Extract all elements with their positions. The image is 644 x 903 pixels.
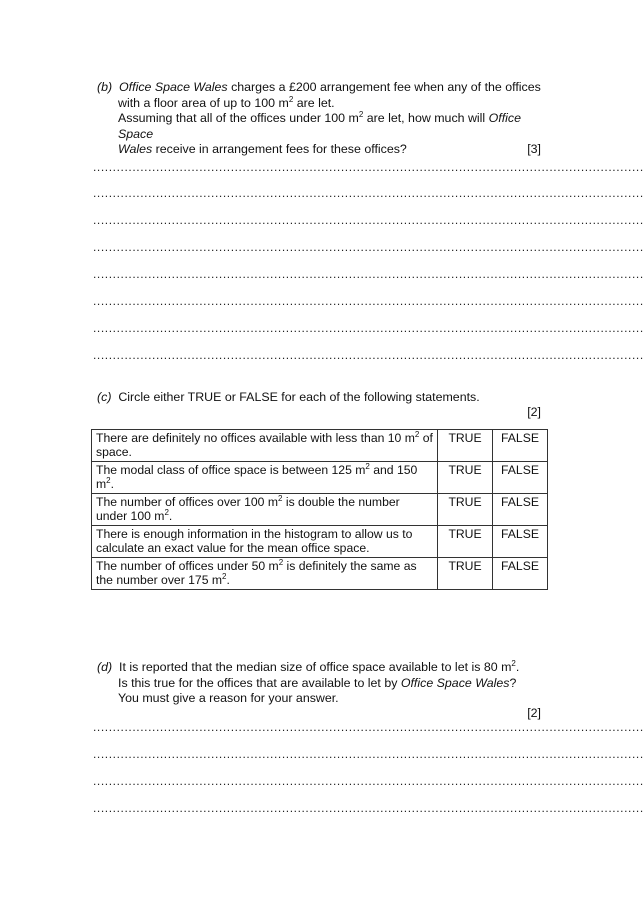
superscript: 2 — [511, 658, 516, 668]
statement-cell: There is enough information in the histogram to allow us to calculate an exact value for the mean office space. — [92, 526, 438, 558]
part-d-text: ? — [509, 675, 517, 690]
part-d-text: . — [515, 660, 520, 674]
company-name: Office Space Wales — [119, 80, 228, 94]
superscript: 2 — [288, 94, 294, 104]
false-option[interactable]: FALSE — [493, 494, 548, 526]
table-row — [92, 526, 548, 558]
false-option[interactable]: FALSE — [493, 462, 548, 494]
table-row — [92, 430, 548, 462]
table-row — [92, 558, 548, 590]
part-b-text: charges a £200 arrangement fee when any of the offices — [227, 80, 541, 94]
part-d-text: Is this true for the offices that are available to let by — [118, 675, 401, 690]
answer-line[interactable]: ............................................................................................................................................ — [93, 720, 644, 734]
answer-line[interactable]: ............................................................................................................................................ — [93, 801, 644, 815]
part-d-text: You must give a reason for your answer. — [118, 691, 339, 705]
part-c-label: (c) — [97, 390, 112, 404]
answer-line[interactable]: ............................................................................................................................................ — [93, 294, 644, 308]
true-option[interactable]: TRUE — [438, 430, 493, 462]
answer-line[interactable]: ............................................................................................................................................ — [93, 160, 644, 174]
statement-cell: There are definitely no offices available with less than 10 $m^2$ of space. — [92, 430, 438, 462]
answer-line[interactable]: ............................................................................................................................................ — [93, 348, 644, 362]
true-false-table — [91, 429, 548, 590]
part-d-question — [97, 660, 557, 707]
superscript: 2 — [358, 109, 364, 119]
answer-line[interactable]: ............................................................................................................................................ — [93, 747, 644, 761]
part-b-text: with a floor area of up to 100 m — [118, 95, 289, 110]
part-b-label: (b) — [97, 80, 113, 94]
answer-line[interactable]: ............................................................................................................................................ — [93, 321, 644, 335]
part-d-label: (d) — [97, 660, 113, 674]
company-name: Office Space Wales — [400, 675, 510, 690]
true-option[interactable]: TRUE — [438, 558, 493, 590]
table-row — [92, 462, 548, 494]
true-option[interactable]: TRUE — [438, 526, 493, 558]
part-c-marks: [2] — [527, 405, 541, 419]
false-option[interactable]: FALSE — [493, 526, 548, 558]
statement-cell: The number of offices under 50 $m^2$ is definitely the same as the number over 175 $m^2$. — [92, 558, 438, 590]
statement-cell: The number of offices over 100 $m^2$ is double the number under 100 $m^2$. — [92, 494, 438, 526]
table-row — [92, 494, 548, 526]
company-name: Wales — [118, 142, 153, 156]
part-d-marks: [2] — [527, 706, 541, 720]
part-d-text: It is reported that the median size of office space available to let is 80 m — [119, 660, 512, 674]
false-option[interactable]: FALSE — [493, 430, 548, 462]
part-b-marks: [3] — [527, 142, 541, 156]
part-c-question — [97, 390, 480, 404]
part-b-text: are let, how much will — [363, 111, 489, 125]
true-option[interactable]: TRUE — [438, 462, 493, 494]
company-name: Office Space — [118, 111, 522, 141]
part-b-question — [97, 80, 557, 158]
part-b-text: Assuming that all of the offices under 100 m — [118, 111, 359, 125]
part-b-text: are let. — [293, 95, 335, 110]
answer-line[interactable]: ............................................................................................................................................ — [93, 240, 644, 254]
statement-cell: The modal class of office space is between 125 $m^2$ and 150 $m^2$. — [92, 462, 438, 494]
answer-line[interactable]: ............................................................................................................................................ — [93, 213, 644, 227]
answer-line[interactable]: ............................................................................................................................................ — [93, 774, 644, 788]
answer-line[interactable]: ............................................................................................................................................ — [93, 267, 644, 281]
part-b-text: receive in arrangement fees for these offices? — [152, 142, 407, 156]
answer-line[interactable]: ............................................................................................................................................ — [93, 186, 644, 200]
true-option[interactable]: TRUE — [438, 494, 493, 526]
false-option[interactable]: FALSE — [493, 558, 548, 590]
part-c-instruction: Circle either TRUE or FALSE for each of the following statements. — [118, 390, 480, 404]
